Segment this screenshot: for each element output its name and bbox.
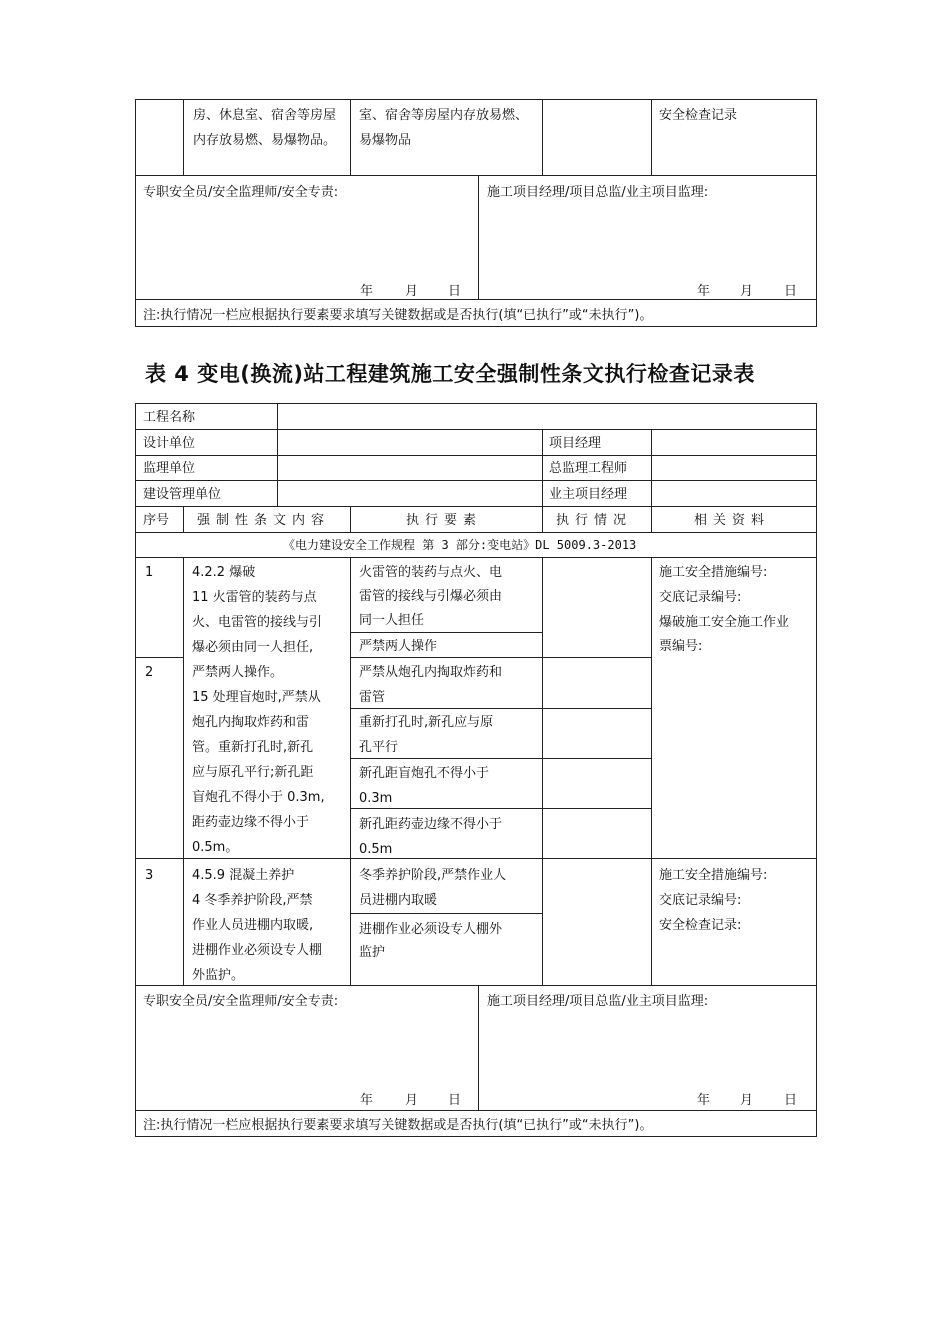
clause-line: 火、电雷管的接线与引 xyxy=(192,615,323,630)
note: 注:执行情况一栏应根据执行要素要求填写关键数据或是否执行(填“已执行”或“未执行”)。 xyxy=(143,308,653,323)
header-materials: 相关资料 xyxy=(694,513,771,528)
element-line: 0.5m xyxy=(359,842,393,857)
signature-left-label: 专职安全员/安全监理师/安全专责: xyxy=(143,185,339,200)
rule xyxy=(542,506,543,532)
label-chief-supervisor: 总监理工程师 xyxy=(549,461,628,476)
rule xyxy=(478,175,479,299)
element-text: 室、宿舍等房屋内存放易燃、易爆物品 xyxy=(359,108,529,148)
rule xyxy=(135,429,817,430)
element-line: 雷管的接线与引爆必须由 xyxy=(359,589,503,604)
rule xyxy=(350,913,542,914)
rule xyxy=(651,99,652,175)
clause-line: 0.5m。 xyxy=(192,840,239,855)
rule xyxy=(135,455,817,456)
rule xyxy=(350,506,351,532)
element-line: 0.3m xyxy=(359,791,393,806)
clause-line: 盲炮孔不得小于 0.3m, xyxy=(192,790,325,805)
materials-line: 交底记录编号: xyxy=(659,590,742,605)
rule xyxy=(542,429,543,506)
clause-line: 外监护。 xyxy=(192,968,245,983)
clause-line: 4.2.2 爆破 xyxy=(192,565,256,580)
rule xyxy=(350,708,651,709)
clause-line: 15 处理盲炮时,严禁从 xyxy=(192,690,321,705)
signature-right-label: 施工项目经理/项目总监/业主项目监理: xyxy=(487,994,709,1009)
rule xyxy=(135,99,817,100)
label-construction-mgmt-unit: 建设管理单位 xyxy=(143,487,222,502)
row-seq: 2 xyxy=(145,665,154,680)
rule xyxy=(816,403,817,1136)
rule xyxy=(350,808,651,809)
materials-line: 爆破施工安全施工作业 xyxy=(659,615,790,630)
rule xyxy=(651,429,652,506)
rule xyxy=(183,557,184,985)
date-day: 日 xyxy=(448,284,462,299)
rule xyxy=(542,557,543,985)
date-year: 年 xyxy=(697,1093,711,1108)
materials-line: 票编号: xyxy=(659,639,703,654)
date-month: 月 xyxy=(740,1093,754,1108)
header-status: 执行情况 xyxy=(556,513,633,528)
rule xyxy=(135,506,817,507)
clause-line: 11 火雷管的装药与点 xyxy=(192,590,317,605)
date-year: 年 xyxy=(697,284,711,299)
header-clause: 强制性条文内容 xyxy=(197,513,331,528)
note: 注:执行情况一栏应根据执行要素要求填写关键数据或是否执行(填“已执行”或“未执行”)。 xyxy=(143,1118,653,1133)
element-line: 新孔距盲炮孔不得小于 xyxy=(359,766,490,781)
materials-line: 施工安全措施编号: xyxy=(659,565,768,580)
element-line: 监护 xyxy=(359,945,386,960)
rule xyxy=(816,99,817,326)
row-seq: 1 xyxy=(145,565,154,580)
section-title: 《电力建设安全工作规程 第 3 部分:变电站》DL 5009.3-2013 xyxy=(283,538,637,552)
label-project-manager: 项目经理 xyxy=(549,436,602,451)
signature-right-label: 施工项目经理/项目总监/业主项目监理: xyxy=(487,185,709,200)
row-seq: 3 xyxy=(145,868,154,883)
label-owner-supervisor: 业主项目经理 xyxy=(549,487,628,502)
date-day: 日 xyxy=(784,1093,798,1108)
rule xyxy=(651,506,652,532)
materials-text: 安全检查记录 xyxy=(659,108,738,123)
element-line: 雷管 xyxy=(359,690,386,705)
clause-line: 爆必须由同一人担任, xyxy=(192,640,314,655)
rule xyxy=(135,99,136,326)
label-project-name: 工程名称 xyxy=(143,410,196,425)
page-title: 表 4 变电(换流)站工程建筑施工安全强制性条文执行检查记录表 xyxy=(145,362,755,386)
clause-line: 4.5.9 混凝土养护 xyxy=(192,868,295,883)
rule xyxy=(135,299,817,300)
element-line: 重新打孔时,新孔应与原 xyxy=(359,715,494,730)
rule xyxy=(135,1110,817,1111)
clause-line: 4 冬季养护阶段,严禁 xyxy=(192,893,313,908)
clause-line: 作业人员进棚内取暖, xyxy=(192,918,314,933)
label-supervision-unit: 监理单位 xyxy=(143,461,196,476)
element-line: 火雷管的装药与点火、电 xyxy=(359,565,503,580)
element-line: 员进棚内取暖 xyxy=(359,893,438,908)
label-design-unit: 设计单位 xyxy=(143,436,196,451)
materials-line: 施工安全措施编号: xyxy=(659,868,768,883)
clause-line: 炮孔内掏取炸药和雷 xyxy=(192,715,310,730)
rule xyxy=(135,175,817,176)
rule xyxy=(183,99,184,175)
materials-line: 安全检查记录: xyxy=(659,918,742,933)
clause-text: 房、休息室、宿舍等房屋内存放易燃、易爆物品。 xyxy=(193,108,337,148)
element-line: 新孔距药壶边缘不得小于 xyxy=(359,817,503,832)
date-month: 月 xyxy=(405,1093,419,1108)
rule xyxy=(135,403,136,1136)
rule xyxy=(135,403,817,404)
date-month: 月 xyxy=(405,284,419,299)
element-line: 严禁从炮孔内掏取炸药和 xyxy=(359,665,503,680)
date-month: 月 xyxy=(740,284,754,299)
rule xyxy=(542,99,543,175)
clause-line: 应与原孔平行;新孔距 xyxy=(192,765,314,780)
header-seq: 序号 xyxy=(143,513,170,528)
signature-left-label: 专职安全员/安全监理师/安全专责: xyxy=(143,994,339,1009)
rule xyxy=(135,657,183,658)
clause-line: 进棚作业必须设专人棚 xyxy=(192,943,323,958)
rule xyxy=(135,480,817,481)
date-year: 年 xyxy=(360,1093,374,1108)
rule xyxy=(350,99,351,175)
element-line: 孔平行 xyxy=(359,740,399,755)
rule xyxy=(651,557,652,985)
clause-line: 严禁两人操作。 xyxy=(192,665,284,680)
rule xyxy=(183,506,184,532)
rule xyxy=(478,985,479,1110)
rule xyxy=(277,403,278,506)
header-elements: 执行要素 xyxy=(406,513,483,528)
materials-line: 交底记录编号: xyxy=(659,893,742,908)
element-line: 同一人担任 xyxy=(359,613,425,628)
date-day: 日 xyxy=(448,1093,462,1108)
date-day: 日 xyxy=(784,284,798,299)
element-line: 冬季养护阶段,严禁作业人 xyxy=(359,868,507,883)
date-year: 年 xyxy=(360,284,374,299)
element-line: 进棚作业必须设专人棚外 xyxy=(359,922,503,937)
element-line: 严禁两人操作 xyxy=(359,639,438,654)
rule xyxy=(350,557,351,985)
clause-line: 距药壶边缘不得小于 xyxy=(192,815,310,830)
clause-line: 管。重新打孔时,新孔 xyxy=(192,740,314,755)
